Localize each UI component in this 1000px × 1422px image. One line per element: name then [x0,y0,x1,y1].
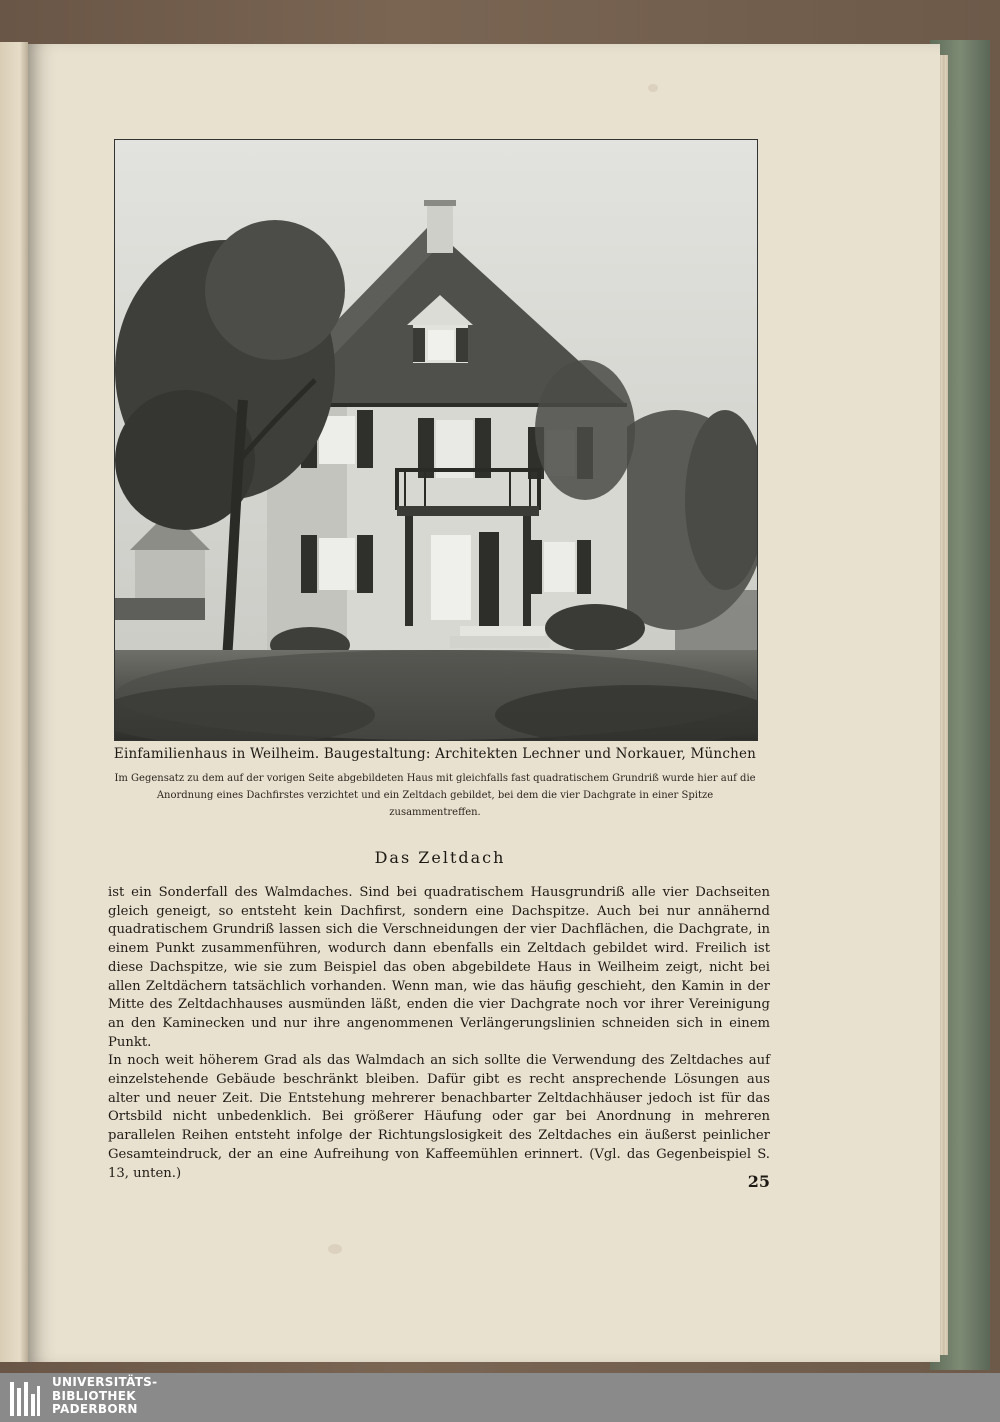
library-name-line-3: PADERBORN [52,1402,138,1416]
photo-caption-body: Im Gegensatz zu dem auf der vorigen Seite abgebildeten Haus mit gleichfalls fast quadratischem Grundriß wurde hier auf die Anordnung eines Dachfirstes verzichtet und ein Zeltdach gebildet, bei dem die vier Dachgrate in einer Spitze zusammentreffen. [114,773,756,818]
paragraph-2: In noch weit höherem Grad als das Walmdach an sich sollte die Verwendung des Zeltdaches auf einzelstehende Gebäude beschränkt bleiben. Dafür gibt es recht ansprechende Lösungen aus alter und neuer Zeit. Die Entstehung mehrerer benachbarter Zeltdachhäuser jedoch ist für das Ortsbild nicht unbedenklich. Bei größerer Häufung oder gar bei Anordnung in mehreren parallelen Reihen entsteht infolge der Richtungslosigkeit des Zeltdaches ein äußerst peinlicher Gesamteindruck, der an eine Aufreihung von Kaffeemühlen erinnert. (Vgl. das Gegenbeispiel S. 13, unten.) [108,1053,770,1181]
library-name-line-1: UNIVERSITÄTS- [52,1375,158,1389]
left-page-edge [0,42,28,1362]
library-logo-icon [8,1380,42,1418]
body-text [108,884,770,1183]
page-number: 25 [747,1172,770,1191]
library-name [52,1376,157,1417]
section-heading: Das Zeltdach [374,848,506,867]
library-name-line-2: BIBLIOTHEK [52,1388,136,1403]
photo-caption-title: Einfamilienhaus in Weilheim. Baugestaltung: Architekten Lechner und Norkauer, München [113,746,757,762]
house-photograph [114,139,758,741]
paragraph-1: ist ein Sonderfall des Walmdaches. Sind bei quadratischem Hausgrundriß alle vier Dachseiten gleich geneigt, so entsteht kein Dachfirst, sondern eine Dachspitze. Auch bei nur annähernd quadratischem Grundriß lassen sich die Verschneidungen der vier Dachflächen, die Dachgrate, in einem Punkt zusammenführen, wodurch dann ebenfalls ein Zeltdach gebildet wird. Freilich ist diese Dachspitze, wie sie zum Beispiel das oben abgebildete Haus in Weilheim zeigt, nicht bei allen Zeltdächern tatsächlich vorhanden. Wenn man, wie das häufig geschieht, den Kamin in der Mitte des Zeltdachhauses ausmünden läßt, enden die vier Dachgrate noch vor ihrer Vereinigung an den Kaminecken und nur ihre angenommenen Verlängerungslinien schneiden sich in einem Punkt. [108,885,770,1050]
